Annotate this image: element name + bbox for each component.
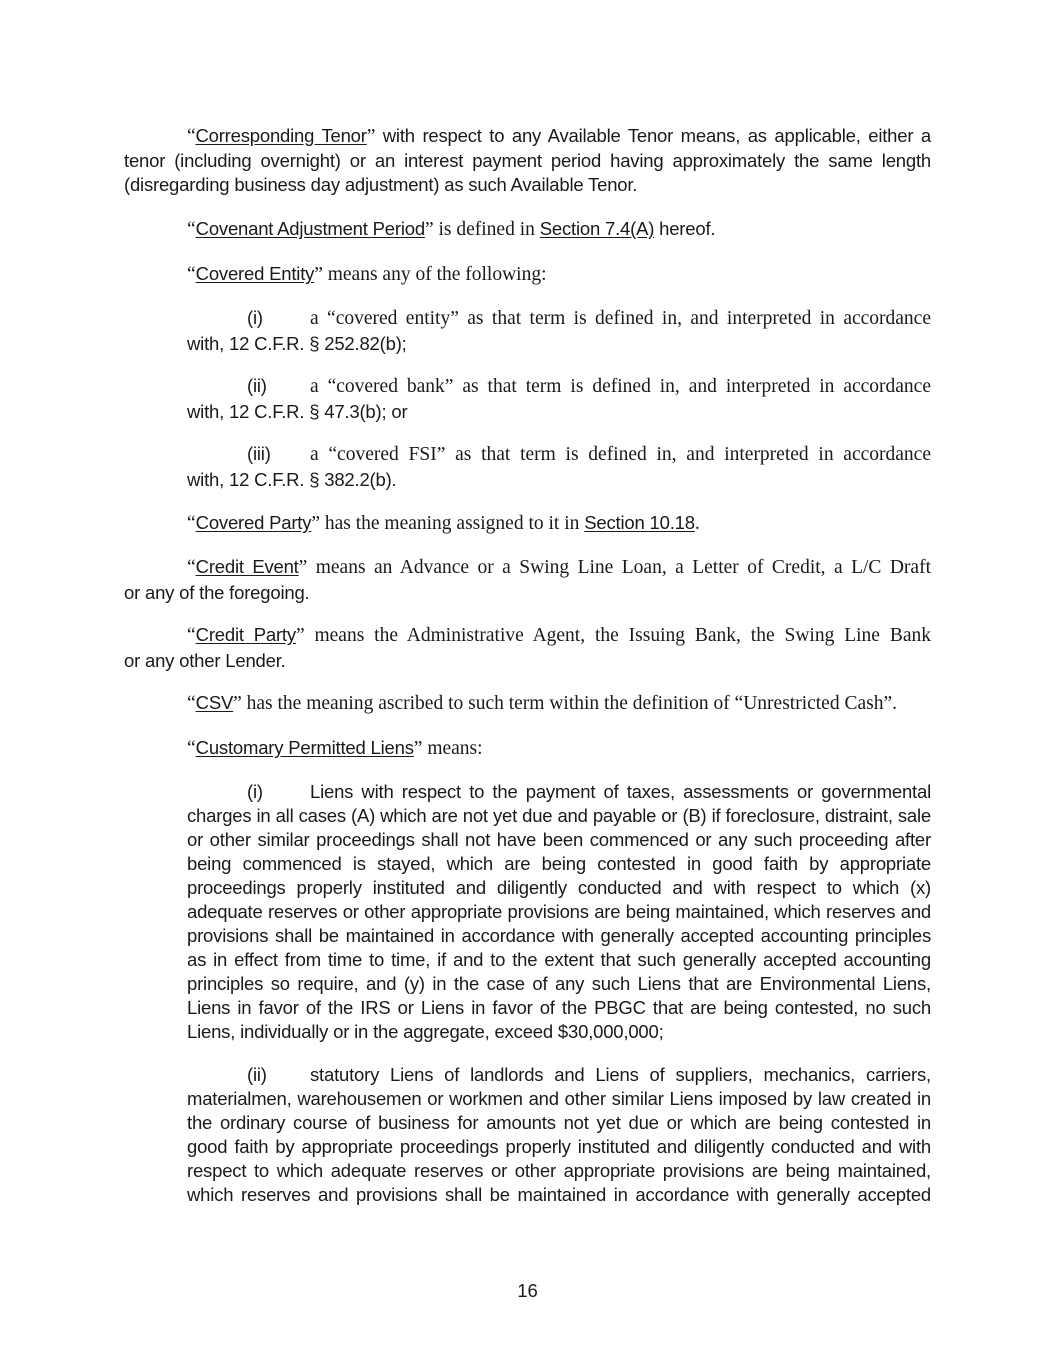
definition-corresponding-tenor: “Corresponding Tenor” with respect to any Available Tenor means, as applicable, either a tenor (including overnight) or an interest payment period having approximately the same length (disregarding business day adjustment) as such Available Tenor. xyxy=(124,125,931,195)
definition-credit-event: “Credit Event” means an Advance or a Swing Line Loan, a Letter of Credit, a L/C Draft or any of the foregoing. xyxy=(124,556,931,603)
defined-term: Credit Party xyxy=(195,624,296,645)
defined-term: Corresponding Tenor xyxy=(195,125,367,146)
definition-customary-permitted-liens: “Customary Permitted Liens” means: xyxy=(187,737,483,759)
defined-term: CSV xyxy=(195,692,234,713)
section-reference: Section 7.4(A) xyxy=(539,218,655,239)
list-item: (ii) statutory Liens of landlords and Liens of suppliers, mechanics, carriers, materialmen, warehousemen or workmen and other similar Liens imposed by law created in the ordinary course of business for amounts not yet due or which are being contested in good faith by appropriate proceedings properly instituted and diligently conducted and with respect to which adequate reserves or other appropriate provisions are being maintained, which reserves and provisions shall be maintained in accordance with generally accepted xyxy=(187,1064,931,1205)
definition-credit-party: “Credit Party” means the Administrative Agent, the Issuing Bank, the Swing Line Bank or any other Lender. xyxy=(124,624,931,671)
list-item: (ii) a “covered bank” as that term is defined in, and interpreted in accordance with, 12 C.F.R. § 47.3(b); or xyxy=(187,375,931,422)
defined-term: Covenant Adjustment Period xyxy=(195,218,425,239)
definition-covered-party: “Covered Party” has the meaning assigned to it in Section 10.18. xyxy=(187,512,700,534)
definition-covenant-adjustment-period: “Covenant Adjustment Period” is defined in Section 7.4(A) hereof. xyxy=(187,218,716,240)
page-number: 16 xyxy=(517,1280,538,1301)
list-item: (i) Liens with respect to the payment of taxes, assessments or governmental charges in all cases (A) which are not yet due and payable or (B) if foreclosure, distraint, sale or other similar proceedings shall not have been commenced or any such proceeding after being commenced is stayed, which are being contested in good faith by appropriate proceedings properly instituted and diligently conducted and with respect to which (x) adequate reserves or other appropriate provisions are being maintained, which reserves and provisions shall be maintained in accordance with generally accepted accounting principles as in effect from time to time, if and to the extent that such generally accepted accounting principles so require, and (y) in the case of any such Liens that are Environmental Liens, Liens in favor of the IRS or Liens in favor of the PBGC that are being contested, no such Liens, individually or in the aggregate, exceed $30,000,000; xyxy=(187,781,931,1042)
defined-term: Customary Permitted Liens xyxy=(195,737,414,758)
defined-term: Credit Event xyxy=(195,556,299,577)
definition-csv: “CSV” has the meaning ascribed to such term within the definition of “Unrestricted Cash”. xyxy=(187,692,897,714)
list-item: (iii) a “covered FSI” as that term is defined in, and interpreted in accordance with, 12 C.F.R. § 382.2(b). xyxy=(187,443,931,490)
definition-covered-entity: “Covered Entity” means any of the following: xyxy=(187,263,547,285)
defined-term: Covered Entity xyxy=(195,263,315,284)
section-reference: Section 10.18 xyxy=(584,512,695,533)
list-item: (i) a “covered entity” as that term is defined in, and interpreted in accordance with, 12 C.F.R. § 252.82(b); xyxy=(187,307,931,354)
defined-term: Covered Party xyxy=(195,512,312,533)
